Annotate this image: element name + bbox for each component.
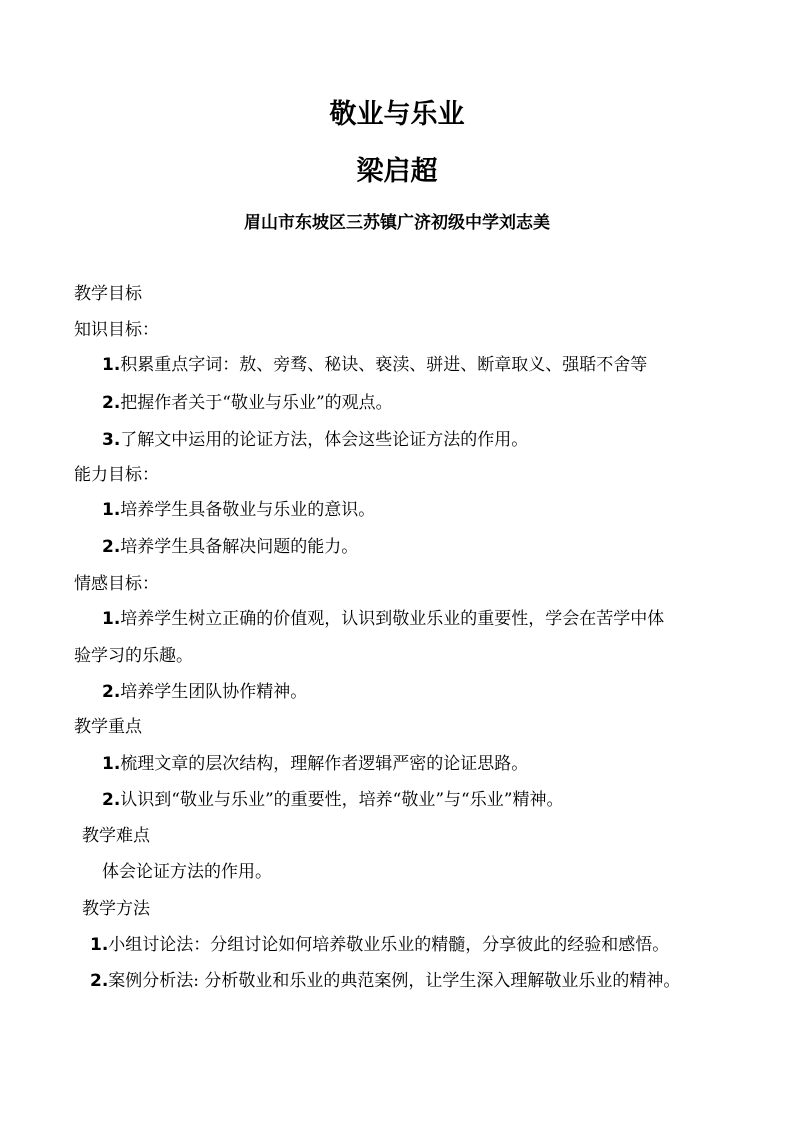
difficulty-text: 体会论证方法的作用。 [102, 862, 272, 882]
emotion-item-1-continuation: 验学习的乐趣。 [74, 646, 193, 666]
item-number: 2. [102, 393, 121, 413]
ability-item-2 [102, 535, 358, 559]
item-text: 梳理文章的层次结构，理解作者逻辑严密的论证思路。 [120, 754, 529, 774]
item-number: 1. [102, 609, 121, 629]
document-author: 梁启超 [356, 156, 438, 187]
item-number: 1. [90, 935, 109, 955]
item-text: 案例分析法: 分析敬业和乐业的典范案例，让学生深入理解敬业乐业的精神。 [108, 971, 681, 991]
ability-item-1 [102, 498, 375, 522]
heading-key-points: 教学重点 [74, 717, 142, 737]
item-number: 1. [102, 754, 121, 774]
heading-ability-goals: 能力目标： [74, 465, 159, 485]
item-text: 培养学生具备解决问题的能力。 [120, 537, 359, 557]
emotion-item-2 [102, 680, 307, 704]
item-text: 把握作者关于“敬业与乐业”的观点。 [120, 393, 393, 413]
item-text: 培养学生团队协作精神。 [120, 682, 308, 702]
item-text: 培养学生具备敬业与乐业的意识。 [120, 500, 376, 520]
knowledge-item-2 [102, 391, 393, 415]
key-point-item-2 [102, 788, 563, 812]
method-item-1 [90, 933, 669, 957]
item-number: 2. [102, 790, 121, 810]
item-text: 积累重点字词：敖、旁骛、秘诀、亵渎、骈进、断章取义、强聒不舍等 [120, 355, 648, 375]
heading-methods: 教学方法 [82, 899, 150, 919]
method-item-2 [90, 969, 680, 993]
item-number: 3. [102, 430, 121, 450]
document-title: 敬业与乐业 [329, 99, 465, 130]
heading-difficulty: 教学难点 [82, 826, 150, 846]
item-number: 2. [102, 682, 121, 702]
item-text: 认识到“敬业与乐业”的重要性，培养“敬业”与“乐业”精神。 [120, 790, 564, 810]
key-point-item-1 [102, 752, 528, 776]
knowledge-item-3 [102, 428, 528, 452]
heading-emotion-goals: 情感目标： [74, 574, 159, 594]
item-text: 培养学生树立正确的价值观，认识到敬业乐业的重要性，学会在苦学中体 [120, 609, 665, 629]
document-school: 眉山市东坡区三苏镇广济初级中学刘志美 [244, 213, 550, 233]
item-number: 2. [102, 537, 121, 557]
item-number: 1. [102, 355, 121, 375]
heading-knowledge-goals: 知识目标： [74, 320, 159, 340]
item-text: 了解文中运用的论证方法，体会这些论证方法的作用。 [120, 430, 529, 450]
heading-teaching-goals: 教学目标 [74, 284, 142, 304]
item-number: 1. [102, 500, 121, 520]
knowledge-item-1 [102, 353, 647, 377]
emotion-item-1 [102, 607, 664, 631]
item-text: 小组讨论法：分组讨论如何培养敬业乐业的精髓，分享彼此的经验和感悟。 [108, 935, 670, 955]
item-number: 2. [90, 971, 109, 991]
